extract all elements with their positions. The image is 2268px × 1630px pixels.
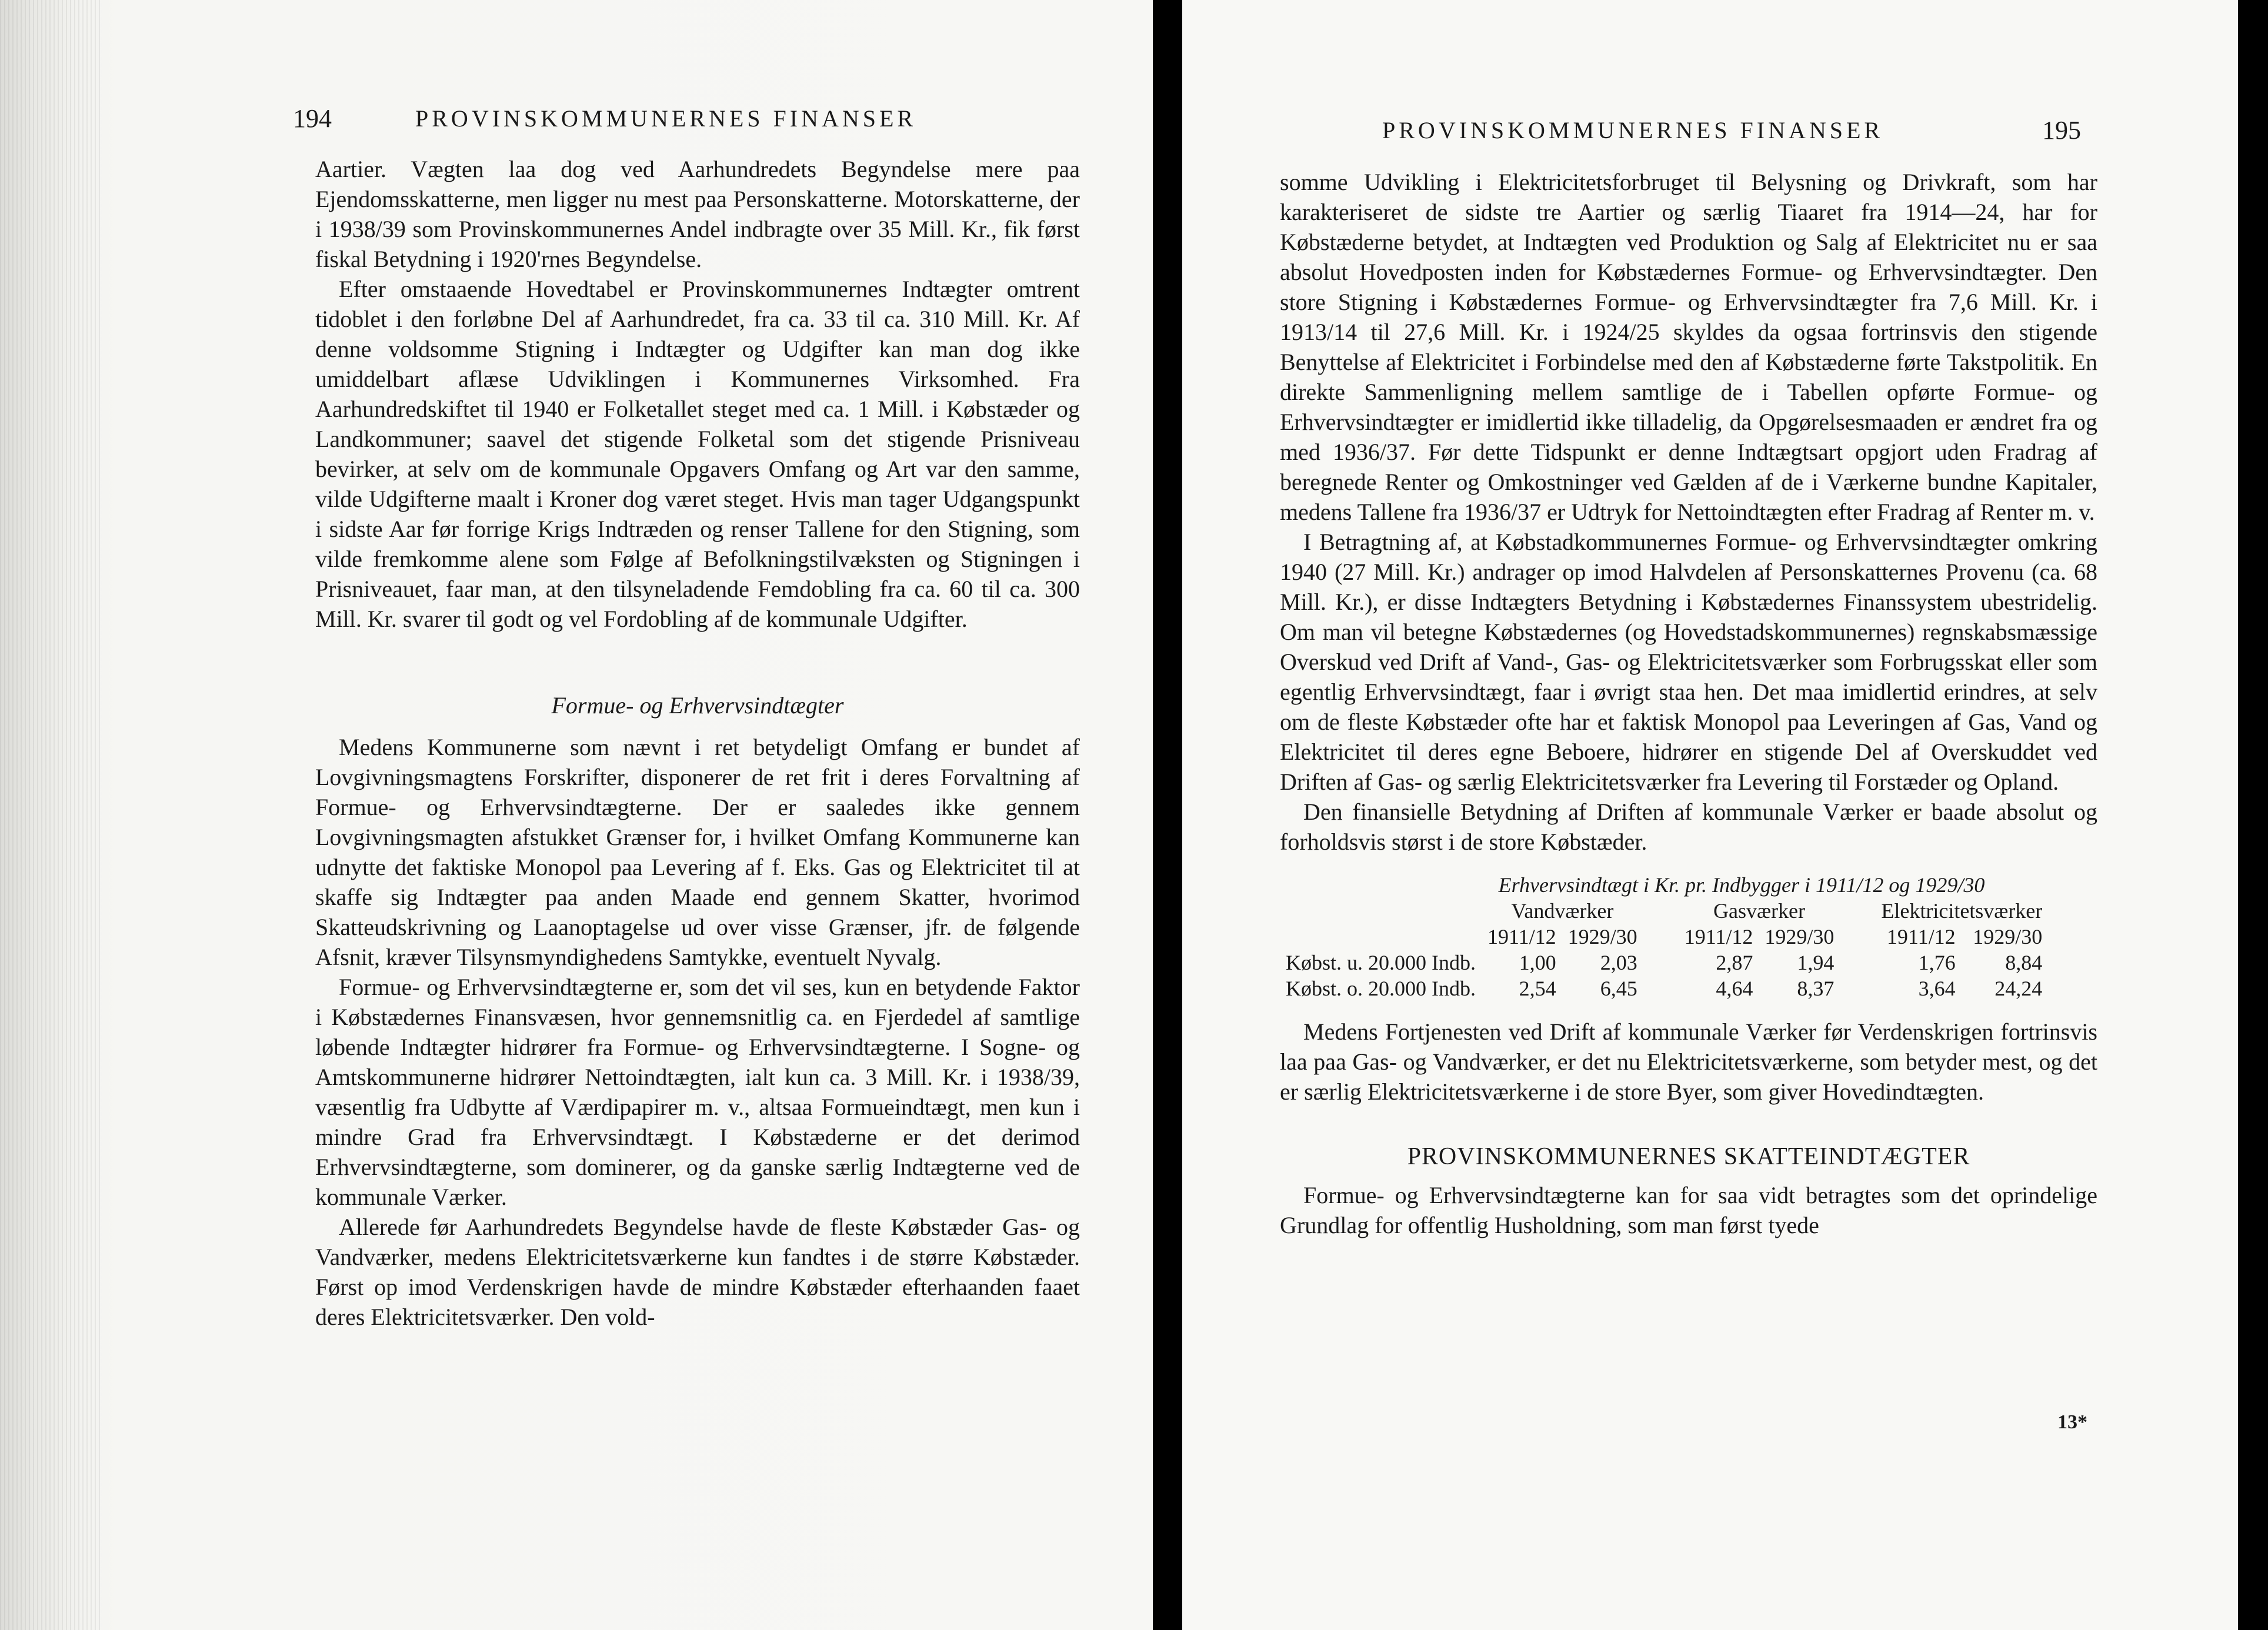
right-page xyxy=(1182,0,2238,1630)
paragraph: Aartier. Vægten laa dog ved Aarhundredets Begyndelse mere paa Ejendomsskatterne, men ligger nu mest paa Personskatterne. Motorskatterne, der i 1938/39 som Provinskommunernes Andel indbragte over 35 Mill. Kr., fik først fiskal Betydning i 1920'rnes Begyndelse. xyxy=(315,156,1080,272)
row-label: Købst. o. 20.000 Indb. xyxy=(1286,977,1476,1000)
paragraph: Medens Fortjenesten ved Drift af kommunale Værker før Verdenskrigen fortrinsvis laa paa Gas- og Vandværker, er det nu Elektricitetsværkerne, som betyder mest, og det er særlig Elektricitetsværkerne i de store Byer, som giver Hovedindtægten. xyxy=(1280,1018,2097,1105)
table-group-header xyxy=(1280,898,2048,924)
table-cell: 1,00 xyxy=(1519,951,1556,974)
chapter-heading: PROVINSKOMMUNERNES SKATTEINDTÆGTER xyxy=(1407,1143,1970,1170)
paragraph: Formue- og Erhvervsindtægterne kan for saa vidt betragtes som det oprindelige Grundlag for offentlig Husholdning, som man først tyede xyxy=(1280,1182,2097,1238)
running-head-right: PROVINSKOMMUNERNES FINANSER xyxy=(1382,117,1884,143)
year-header: 1911/12 xyxy=(1684,925,1753,948)
section-heading: Formue- og Erhvervsindtægter xyxy=(551,692,844,719)
table-row xyxy=(1280,950,2048,976)
table-cell: 2,03 xyxy=(1600,951,1637,974)
right-body xyxy=(1280,167,2097,1240)
table-cell: 2,54 xyxy=(1519,977,1556,1000)
table-cell: 4,64 xyxy=(1716,977,1753,1000)
table-cell: 2,87 xyxy=(1716,951,1753,974)
table-cell: 3,64 xyxy=(1918,977,1956,1000)
group-header: Vandværker xyxy=(1511,899,1614,923)
group-header: Elektricitetsværker xyxy=(1881,899,2043,923)
running-head-left: PROVINSKOMMUNERNES FINANSER xyxy=(415,105,917,132)
table-cell: 1,76 xyxy=(1918,951,1956,974)
year-header: 1911/12 xyxy=(1487,925,1556,948)
scan-edge-right xyxy=(2238,0,2268,1630)
year-header: 1911/12 xyxy=(1886,925,1956,948)
table-year-header xyxy=(1280,924,2048,950)
stats-table xyxy=(1280,898,2048,1001)
paragraph: Efter omstaaende Hovedtabel er Provinskommunernes Indtægter omtrent tidoblet i den forløbne Del af Aarhundredet, fra ca. 33 til ca. 310 Mill. Kr. Af denne voldsomme Stigning i Indtægter og Udgifter kan man dog ikke umiddelbart aflæse Udviklingen i Kommunernes Virksomhed. Fra Aarhundredskiftet til 1940 er Folketallet steget med ca. 1 Mill. i Købstæder og Landkommuner; saavel det stigende Folketal som det stigende Prisniveau bevirker, at selv om de kommunale Opgavers Omfang og Art var den samme, vilde Udgifterne maalt i Kroner dog været steget. Hvis man tager Udgangspunkt i sidste Aar før forrige Krigs Indtræden og renser Tallene for den Stigning, som vilde fremkomme alene som Følge af Befolkningstilvæksten og Stigningen i Prisniveauet, faar man, at den tilsyneladende Femdobling fra ca. 60 til ca. 300 Mill. Kr. svarer til godt og vel Fordobling af de kommunale Udgifter. xyxy=(315,276,1080,632)
page-number-right: 195 xyxy=(2042,116,2081,145)
table-cell: 8,37 xyxy=(1797,977,1835,1000)
year-header: 1929/30 xyxy=(1765,925,1835,948)
paragraph: somme Udvikling i Elektricitetsforbruget til Belysning og Drivkraft, som har karakteriseret de sidste tre Aartier og særlig Tiaaret fra 1914—24, har for Købstæderne betydet, at Indtægten ved Produktion og Salg af Elektricitet nu er saa absolut Hovedposten inden for Købstædernes Formue- og Erhvervsindtægter. Den store Stigning i Købstædernes Formue- og Erhvervsindtægter fra 7,6 Mill. Kr. i 1913/14 til 27,6 Mill. Kr. i 1924/25 skyldes da ogsaa fortrinsvis den stigende Benyttelse af Elektricitet i Forbindelse med den af Købstæderne førte Takstpolitik. En direkte Sammenligning mellem samtlige de i Tabellen opførte Formue- og Erhvervsindtægter er imidlertid ikke tilladelig, da Opgørelsesmaaden er ændret fra og med 1936/37. Før dette Tidspunkt er denne Indtægtsart opgjort uden Fradrag af beregnede Renter og Omkostninger ved Gælden af de i Værkerne bundne Kapitaler, medens Tallene fra 1936/37 er Udtryk for Nettoindtægten efter Fradrag af Renter m. v. xyxy=(1280,169,2097,525)
table-cell: 6,45 xyxy=(1600,977,1637,1000)
group-header: Gasværker xyxy=(1713,899,1805,923)
paragraph: Formue- og Erhvervsindtægterne er, som det vil ses, kun en betydende Faktor i Købstædernes Finansvæsen, hvor gennemsnitlig ca. en Fjerdedel af samtlige løbende Indtægter hidrører fra Formue- og Erhvervsindtægterne. I Sogne- og Amtskommunerne hidrører Nettoindtægten, ialt kun ca. 3 Mill. Kr. i 1938/39, væsentlig fra Udbytte af Værdipapirer m. v., altsaa Formueindtægt, men kun i mindre Grad fra Erhvervsindtægt. I Købstæderne er det derimod Erhvervsindtægterne, som dominerer, og da ganske særlig Indtægterne ved de kommunale Værker. xyxy=(315,974,1080,1210)
paragraph: Allerede før Aarhundredets Begyndelse havde de fleste Købstæder Gas- og Vandværker, medens Elektricitetsværkerne kun fandtes i de større Købstæder. Først op imod Verdenskrigen havde de mindre Købstæder efterhaanden faaet deres Elektricitetsværker. Den vold- xyxy=(315,1214,1080,1330)
row-label: Købst. u. 20.000 Indb. xyxy=(1286,951,1476,974)
year-header: 1929/30 xyxy=(1567,925,1637,948)
book-gutter xyxy=(1153,0,1182,1630)
printer-signature: 13* xyxy=(2057,1411,2087,1433)
income-table xyxy=(1280,872,2097,1001)
left-body xyxy=(315,154,1080,1332)
year-header: 1929/30 xyxy=(1973,925,2043,948)
paragraph: Den finansielle Betydning af Driften af kommunale Værker er baade absolut og forholdsvis størst i de store Købstæder. xyxy=(1280,799,2097,855)
table-cell: 24,24 xyxy=(1994,977,2043,1000)
table-caption: Erhvervsindtægt i Kr. pr. Indbygger i 1911/12 og 1929/30 xyxy=(1498,873,1985,897)
table-cell: 8,84 xyxy=(2005,951,2043,974)
page-number-left: 194 xyxy=(293,104,332,133)
table-cell: 1,94 xyxy=(1797,951,1835,974)
paragraph: Medens Kommunerne som nævnt i ret betydeligt Omfang er bundet af Lovgivningsmagtens Forskrifter, disponerer de ret frit i deres Forvaltning af Formue- og Erhvervsindtægterne. Der er saaledes ikke gennem Lovgivningsmagten afstukket Grænser for, i hvilket Omfang Kommunerne kan udnytte det faktiske Monopol paa Levering af f. Eks. Gas og Elektricitet til at skaffe sig Indtægter paa anden Maade end gennem Skatter, hvorimod Skatteudskrivning og Laanoptagelse ud over visse Grænser, jfr. de følgende Afsnit, kræver Tilsynsmyndighedens Samtykke, eventuelt Nyvalg. xyxy=(315,734,1080,970)
paragraph: I Betragtning af, at Købstadkommunernes Formue- og Erhvervsindtægter omkring 1940 (27 Mill. Kr.) andrager op imod Halvdelen af Personskatternes Provenu (ca. 68 Mill. Kr.), er disse Indtægters Betydning i Købstædernes Finanssystem ubestridelig. Om man vil betegne Købstædernes (og Hovedstadskommunernes) regnskabsmæssige Overskud ved Drift af Vand-, Gas- og Elektricitetsværker som Forbrugsskat eller som egentlig Erhvervsindtægt, faar i øvrigt staa hen. Det maa imidlertid erindres, at selv om de fleste Købstæder ofte har et faktisk Monopol paa Leveringen af Gas, Vand og Elektricitet til deres egne Beboere, hidrører en stigende Del af Overskuddet ved Driften af Gas- og særlig Elektricitetsværker fra Levering til Forstæder og Opland. xyxy=(1280,529,2097,795)
table-row xyxy=(1280,976,2048,1001)
